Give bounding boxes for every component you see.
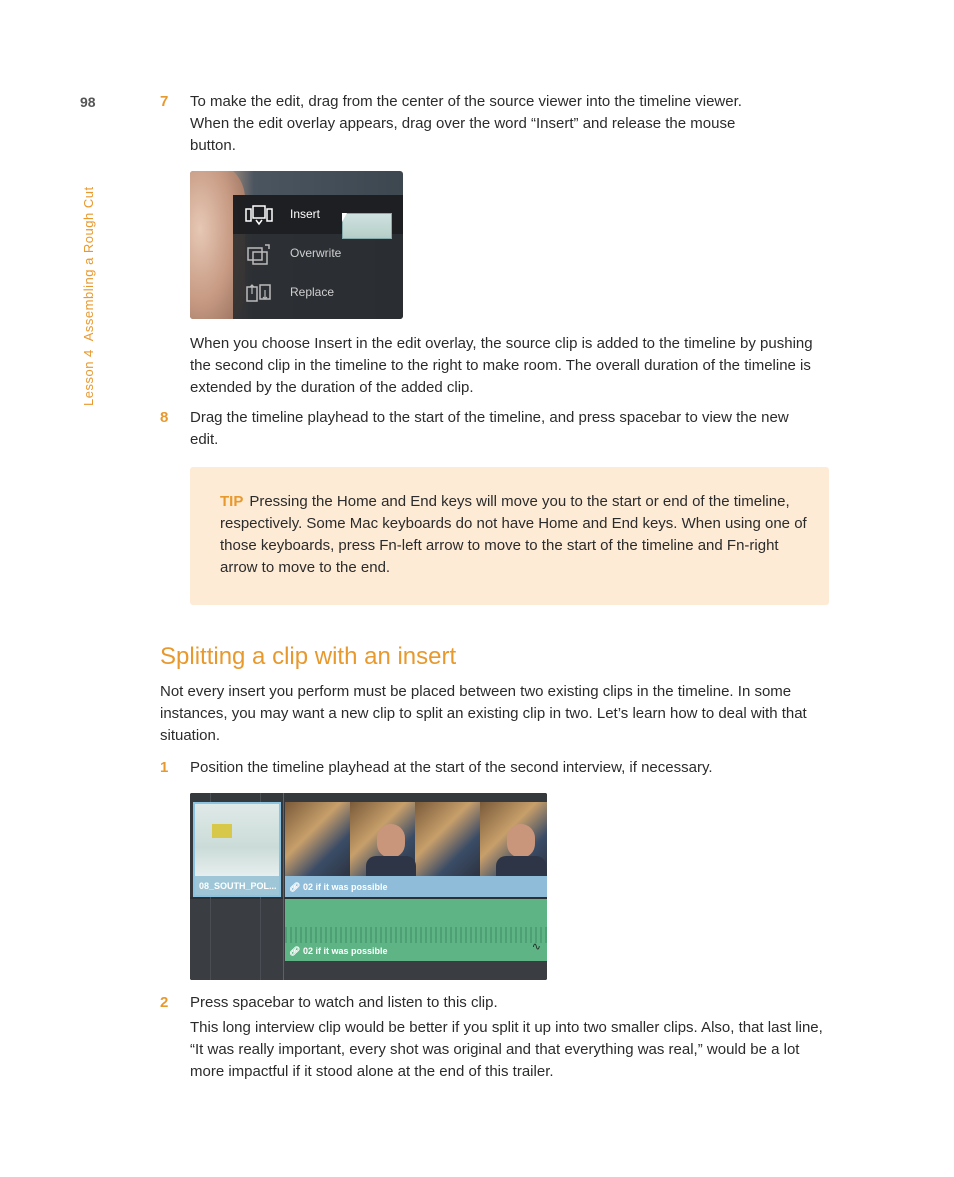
clip-thumbnail-sign [212,824,232,838]
overwrite-icon [245,243,273,265]
running-head-lesson: Lesson 4 [81,349,96,406]
overlay-option-replace[interactable] [233,273,403,312]
overlay-option-label: Overwrite [290,246,342,260]
step-1-text: Position the timeline playhead at the start of the second interview, if necessary. [190,759,713,776]
clip-thumbnail [195,804,279,876]
insert-explanation: When you choose Insert in the edit overlay, the source clip is added to the timeline by pushing the second clip in the timeline to the right to make room. The overall duration of the timeline is extended by the duration of the added clip. [190,335,813,396]
clip-name [289,946,387,957]
overlay-option-overwrite[interactable] [233,234,403,273]
volume-curve-icon[interactable]: ∿ [531,941,541,953]
audio-waveform [285,927,547,943]
link-icon: 🔗︎ [289,946,303,956]
interviewee-face [377,824,405,858]
running-head-title: Assembling a Rough Cut [81,186,96,342]
dragged-clip-thumbnail [342,213,392,239]
insert-icon [245,204,273,226]
tip-text: Pressing the Home and End keys will move you to the start or end of the timeline, respectively. Some Mac keyboards do not have Home and End keys. When using one of those keyboards, press Fn-left arrow to move to the start of the timeline and Fn-right arrow to move to the end. [220,493,807,576]
step-1-number: 1 [160,759,169,776]
tip-box [190,467,829,605]
mouse-pointer-icon [342,213,347,222]
clip-name: 08_SOUTH_POL... [199,881,277,891]
step-2-number: 2 [160,994,169,1011]
clip-frame [415,802,480,876]
section-title: Splitting a clip with an insert [160,643,457,670]
video-clip-south-pole[interactable] [193,802,281,897]
audio-clip-interview[interactable] [285,899,547,961]
interviewee-shirt [496,856,546,876]
playhead[interactable] [283,793,284,980]
video-clip-interview[interactable] [285,802,547,897]
timeline-screenshot [190,793,547,980]
interviewee-shirt [366,856,416,876]
clip-name [289,882,387,893]
tip-label: TIP [220,493,244,510]
clip-name-text: 02 if it was possible [302,946,388,956]
interviewee-face [507,824,535,858]
clip-frame [285,802,350,876]
overlay-option-label: Replace [290,285,335,299]
clip-name-text: 02 if it was possible [302,882,388,892]
step-7-text: To make the edit, drag from the center of the source viewer into the timeline viewer. When the edit overlay appears, drag over the word “Insert” and release the mouse button. [190,93,742,154]
step-8-number: 8 [160,409,169,426]
step-2-followup: This long interview clip would be better if you split it up into two smaller clips. Also, that last line, “It was really important, every shot was original and that everything was real,” would be a lot more impactful if it stood alone at the end of this trailer. [190,1019,823,1080]
step-2-text: Press spacebar to watch and listen to this clip. [190,994,498,1011]
section-intro: Not every insert you perform must be placed between two existing clips in the timeline. In some instances, you may want a new clip to split an existing clip in two. Let’s learn how to deal with that situation. [160,683,807,744]
overlay-option-label: Insert [290,207,321,221]
page-number: 98 [80,94,96,110]
edit-overlay-screenshot [190,171,403,319]
step-8-text: Drag the timeline playhead to the start of the timeline, and press spacebar to view the new edit. [190,409,789,448]
replace-icon [245,282,273,304]
running-head [81,186,96,406]
link-icon: 🔗︎ [289,882,303,892]
tip-content [220,491,810,579]
step-7-number: 7 [160,93,169,110]
